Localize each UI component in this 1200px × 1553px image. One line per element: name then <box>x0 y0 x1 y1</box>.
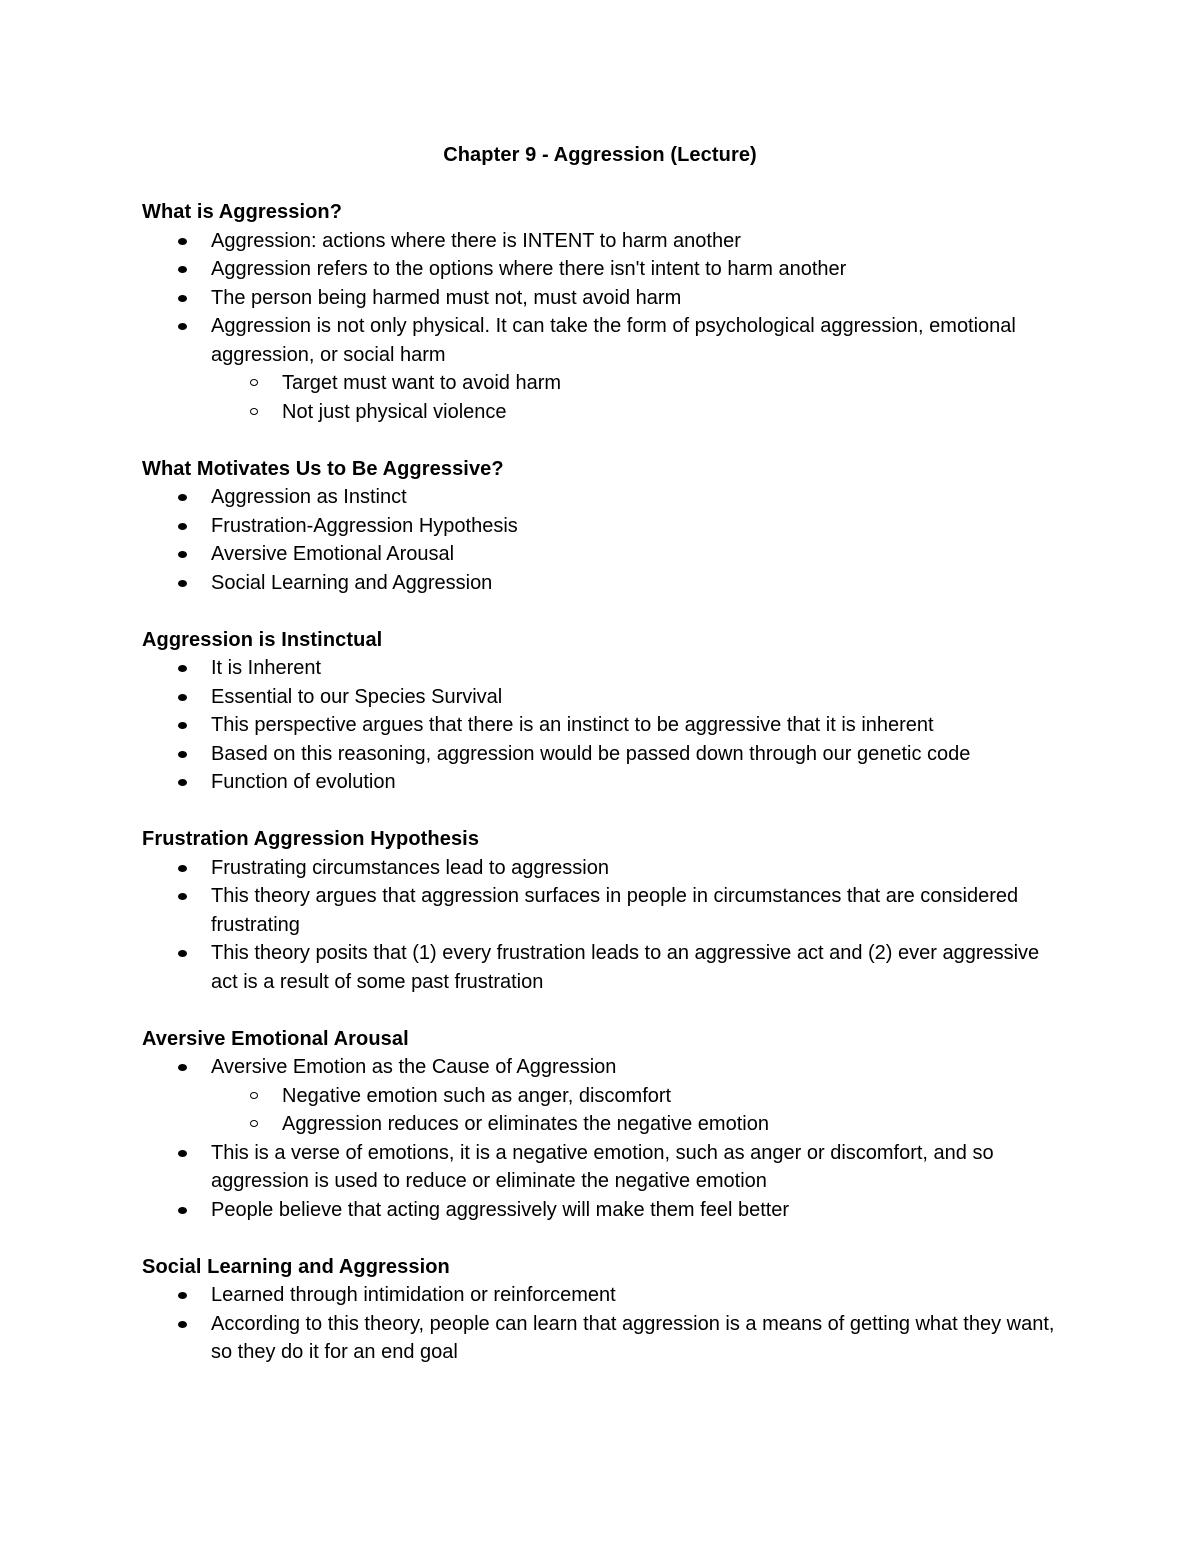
bullet-list <box>142 227 1062 427</box>
list-item-text: Aversive Emotional Arousal <box>211 543 455 565</box>
bullet-icon <box>178 1321 187 1328</box>
list-item <box>142 312 1062 369</box>
section-heading: What is Aggression? <box>142 201 343 223</box>
bullet-icon <box>178 950 187 957</box>
hollow-bullet-icon <box>250 379 258 386</box>
bullet-icon <box>178 722 187 729</box>
bullet-list <box>142 1281 1062 1367</box>
section-heading: Frustration Aggression Hypothesis <box>142 828 480 850</box>
sub-list-item <box>142 1110 1062 1139</box>
document-body <box>142 198 1062 1395</box>
list-item-text: This is a verse of emotions, it is a negative emotion, such as anger or discomfort, and so aggression is used to reduce or eliminate the negative emotion <box>211 1141 994 1192</box>
list-item <box>142 1139 1062 1196</box>
section-heading: Aversive Emotional Arousal <box>142 1027 409 1050</box>
list-item-text: This theory argues that aggression surfaces in people in circumstances that are considered frustrating <box>211 885 1019 936</box>
bullet-icon <box>178 238 187 245</box>
list-item <box>142 1310 1062 1367</box>
bullet-icon <box>178 1150 187 1157</box>
list-item-text: Based on this reasoning, aggression would be passed down through our genetic code <box>211 742 971 765</box>
list-item-text: Essential to our Species Survival <box>211 685 503 708</box>
list-item <box>142 939 1062 996</box>
list-item-text: The person being harmed must not, must avoid harm <box>211 286 682 309</box>
list-item-text: According to this theory, people can learn that aggression is a means of getting what they want, so they do it for an end goal <box>211 1312 1055 1363</box>
section <box>142 626 1062 797</box>
sub-list-item-text: Aggression reduces or eliminates the negative emotion <box>282 1113 769 1135</box>
list-item-text: Aggression: actions where there is INTENT to harm another <box>211 229 741 252</box>
bullet-icon <box>178 494 187 501</box>
list-item <box>142 768 1062 797</box>
bullet-icon <box>178 523 187 530</box>
sub-list-item-text: Target must want to avoid harm <box>282 372 562 394</box>
sub-list-item-text: Not just physical violence <box>282 400 507 423</box>
list-item <box>142 683 1062 712</box>
list-item <box>142 882 1062 939</box>
list-item <box>142 569 1062 598</box>
list-item-text: Frustrating circumstances lead to aggression <box>211 856 609 879</box>
section-heading: Social Learning and Aggression <box>142 1255 450 1278</box>
section <box>142 825 1062 996</box>
section-heading: Aggression is Instinctual <box>142 628 383 651</box>
bullet-icon <box>178 1292 187 1299</box>
section <box>142 1253 1062 1367</box>
bullet-icon <box>178 893 187 900</box>
list-item <box>142 854 1062 883</box>
bullet-list <box>142 854 1062 997</box>
section <box>142 455 1062 598</box>
bullet-icon <box>178 694 187 701</box>
bullet-icon <box>178 779 187 786</box>
sub-list-item <box>142 369 1062 398</box>
bullet-icon <box>178 323 187 330</box>
list-item <box>142 740 1062 769</box>
bullet-icon <box>178 665 187 672</box>
list-item <box>142 540 1062 569</box>
list-item-text: Function of evolution <box>211 771 396 793</box>
list-item <box>142 512 1062 541</box>
list-item <box>142 284 1062 313</box>
list-item-text: Social Learning and Aggression <box>211 571 493 594</box>
list-item-text: Aggression refers to the options where there isn't intent to harm another <box>211 258 847 280</box>
list-item-text: Aggression is not only physical. It can take the form of psychological aggression, emotional aggression, or social harm <box>211 315 1016 366</box>
sub-list-item <box>142 398 1062 427</box>
list-item <box>142 227 1062 256</box>
bullet-list <box>142 1053 1062 1224</box>
hollow-bullet-icon <box>250 408 258 415</box>
list-item <box>142 654 1062 683</box>
section <box>142 198 1062 426</box>
list-item <box>142 1053 1062 1082</box>
section-heading: What Motivates Us to Be Aggressive? <box>142 457 504 480</box>
list-item-text: Learned through intimidation or reinforcement <box>211 1284 616 1306</box>
bullet-list <box>142 483 1062 597</box>
list-item <box>142 483 1062 512</box>
list-item <box>142 1281 1062 1310</box>
list-item-text: This perspective argues that there is an instinct to be aggressive that it is inherent <box>211 714 934 736</box>
bullet-icon <box>178 1207 187 1214</box>
page-title: Chapter 9 - Aggression (Lecture) <box>443 144 757 166</box>
bullet-icon <box>178 751 187 758</box>
section <box>142 1025 1062 1225</box>
bullet-list <box>142 654 1062 797</box>
bullet-icon <box>178 295 187 302</box>
bullet-icon <box>178 1064 187 1071</box>
list-item <box>142 711 1062 740</box>
list-item-text: Aversive Emotion as the Cause of Aggression <box>211 1056 617 1078</box>
list-item-text: This theory posits that (1) every frustration leads to an aggressive act and (2) ever aggressive act is a result of some past frustration <box>211 942 1040 993</box>
bullet-icon <box>178 266 187 273</box>
hollow-bullet-icon <box>250 1120 258 1127</box>
list-item <box>142 255 1062 284</box>
bullet-icon <box>178 580 187 587</box>
list-item-text: People believe that acting aggressively will make them feel better <box>211 1198 790 1221</box>
list-item <box>142 1196 1062 1225</box>
sub-list-item-text: Negative emotion such as anger, discomfort <box>282 1084 672 1107</box>
sub-list-item <box>142 1082 1062 1111</box>
list-item-text: Aggression as Instinct <box>211 486 407 508</box>
list-item-text: It is Inherent <box>211 657 322 679</box>
bullet-icon <box>178 551 187 558</box>
list-item-text: Frustration-Aggression Hypothesis <box>211 514 518 537</box>
hollow-bullet-icon <box>250 1092 258 1099</box>
bullet-icon <box>178 865 187 872</box>
